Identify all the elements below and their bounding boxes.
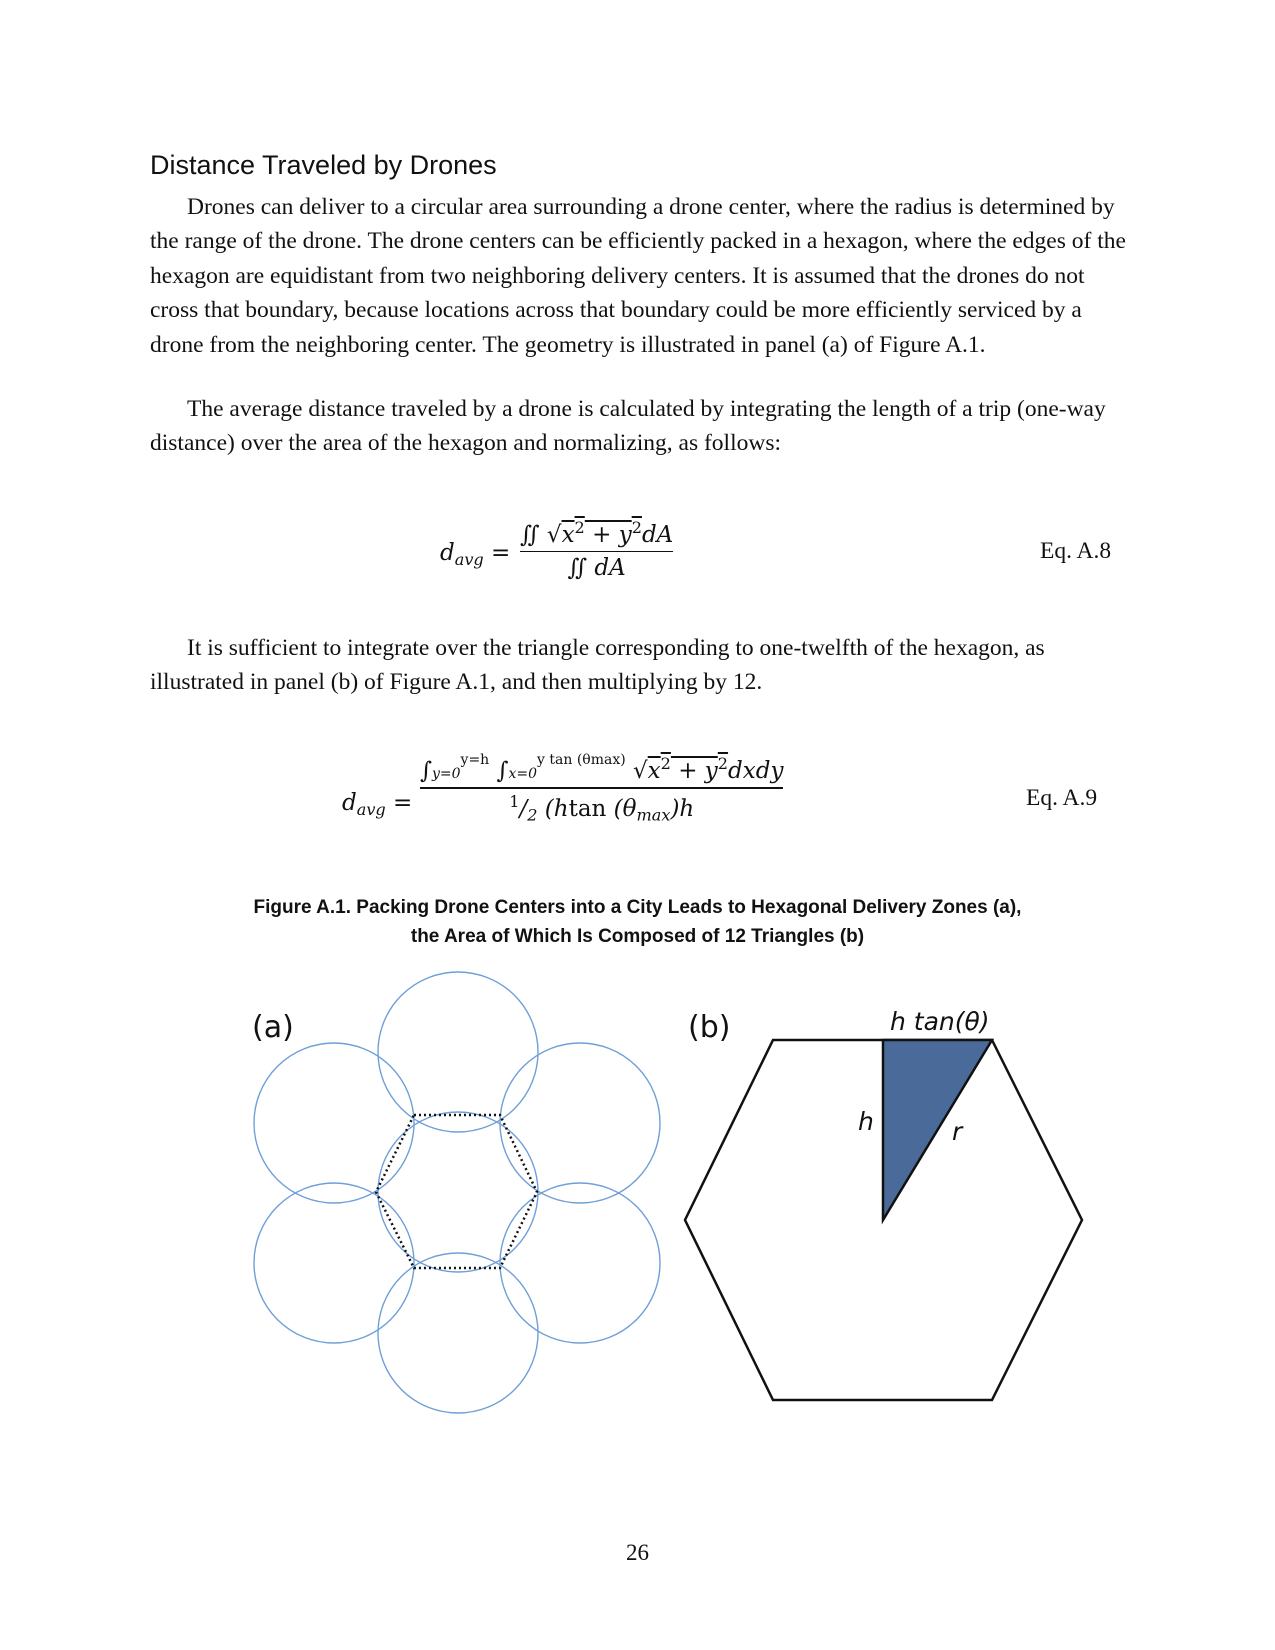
paragraph-3: It is sufficient to integrate over the triangle corresponding to one-twelfth of the hexagon, as illustrated in panel (b) of Figure A.1, and then multiplying by 12. — [150, 634, 1045, 695]
label-h: h — [858, 1107, 874, 1136]
eq-a8-fraction — [520, 518, 673, 581]
eq-a8-lhs: $d_{avg}$ = — [440, 540, 511, 569]
circle-upper-right — [500, 1043, 660, 1203]
caption-line-1: Figure A.1. Packing Drone Centers into a City Leads to Hexagonal Delivery Zones (a), — [253, 897, 1022, 918]
eq-a9-denominator: $^1/_2$ (htan $(\theta_{max})h$ — [509, 791, 695, 825]
paragraph-1: Drones can deliver to a circular area surrounding a drone center, where the radius is determined by the range of the drone. The drone centers can be efficiently packed in a hexagon, where the edges of the hexagon are equidistant from two neighboring delivery centers. It is assumed that the drones do not cross that boundary, because locations across that boundary could be more efficiently serviced by a drone from the neighboring center. The geometry is illustrated in panel (a) of Figure A.1. — [150, 193, 1126, 358]
eq-a8-fraction-bar — [520, 551, 673, 553]
triangle-one-twelfth — [883, 1040, 992, 1220]
eq-a8-denominator: ∬ dA — [567, 555, 626, 582]
eq-a9-fraction — [420, 752, 783, 824]
eq-a9-label: Eq. A.9 — [1026, 785, 1098, 811]
circle-bottom — [378, 1253, 538, 1413]
circle-lower-right — [500, 1183, 660, 1343]
eq-a8-label: Eq. A.8 — [1040, 538, 1112, 564]
label-h-tan-theta: h tan(θ) — [890, 1007, 990, 1036]
section-heading: Distance Traveled by Drones — [150, 150, 497, 180]
page-number: 26 — [626, 1540, 649, 1565]
hexagon-boundary-dotted — [376, 1115, 537, 1268]
figure-a1 — [0, 970, 1275, 1530]
eq-a9-numerator: $\int y=0^{y=h}$ $\int x=0^{y tan (\theta max)}$ $√x^2$ + $y^2dxdy$ — [420, 752, 784, 784]
circle-upper-left — [254, 1043, 414, 1203]
label-r: r — [952, 1117, 963, 1146]
panel-b-label: (b) — [688, 1010, 731, 1045]
eq-a8-numerator: ∬ $√x^2 + y^2dA$ — [520, 518, 674, 548]
circle-center — [378, 1112, 538, 1272]
circle-packing-diagram — [254, 972, 660, 1413]
caption-line-2: the Area of Which Is Composed of 12 Triangles (b) — [410, 926, 865, 947]
figure-caption — [150, 893, 1125, 951]
eq-a9-lhs: $d_{avg}$ = — [342, 790, 413, 819]
circle-top — [378, 972, 538, 1132]
circle-lower-left — [254, 1183, 414, 1343]
panel-a-label: (a) — [252, 1010, 294, 1045]
eq-a9-fraction-bar — [420, 787, 783, 789]
paragraph-2: The average distance traveled by a drone is calculated by integrating the length of a trip (one-way distance) over the area of the hexagon and normalizing, as follows: — [150, 395, 1106, 456]
